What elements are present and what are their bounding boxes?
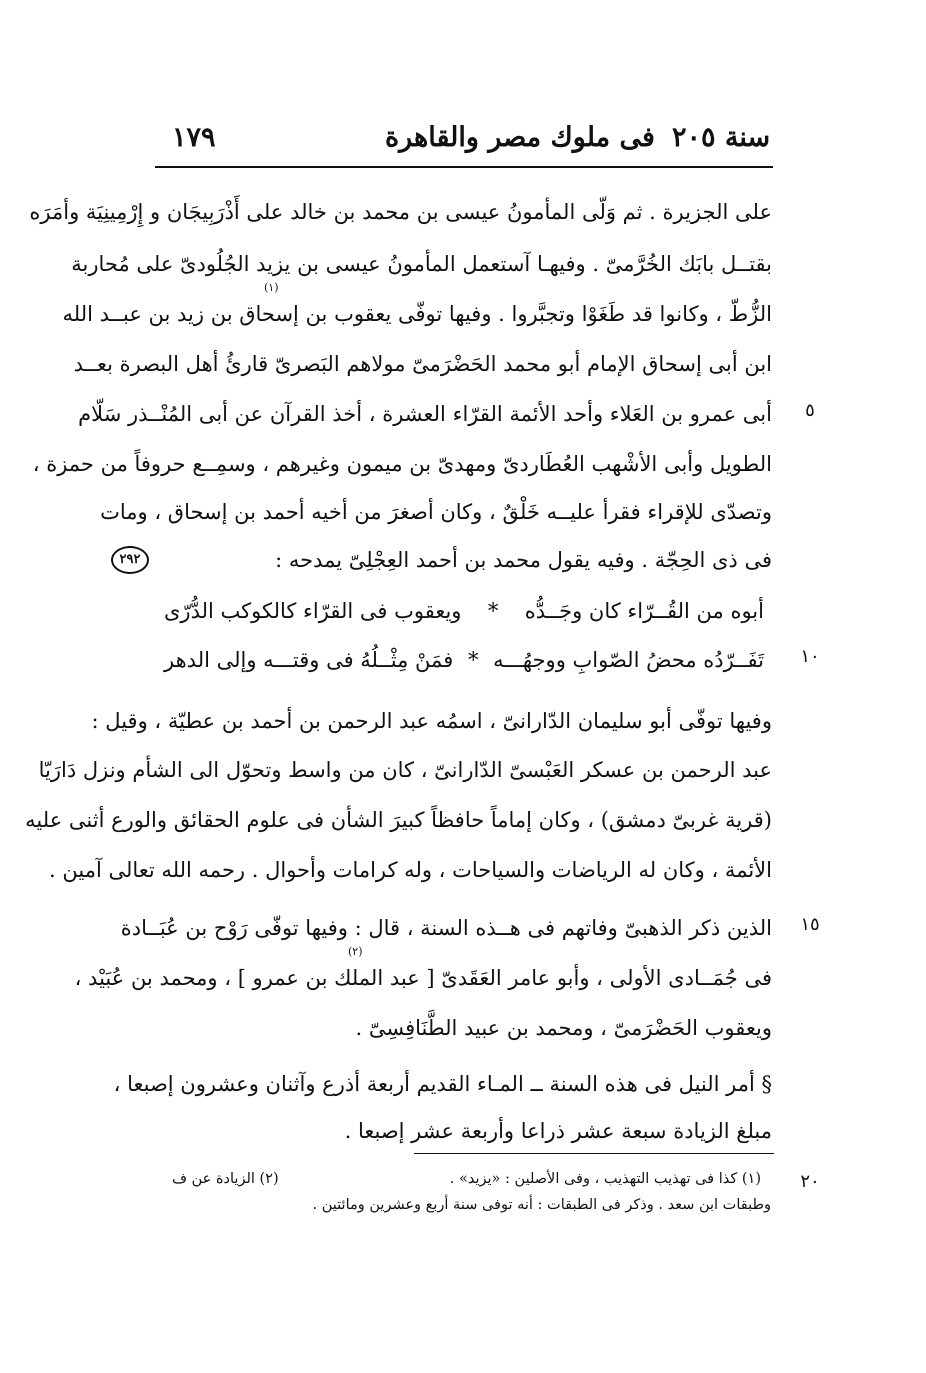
footnote-rule: [414, 1153, 774, 1154]
text-line: على الجزيرة . ثم وَلّى المأمونُ عيسى بن محمد بن خالد على أَذْرَبِيجَان و إِرْمِينِيَة وأمَرَه: [29, 200, 772, 224]
line-number: ٥: [805, 400, 815, 421]
margin-page-badge: ٢٩٢: [111, 546, 149, 574]
footnote-2-continuation: وطبقات ابن سعد . وذكر فى الطبقات : أنه توفى سنة أربع وعشرين ومائتين .: [312, 1197, 771, 1213]
verse-hemistich: ويعقوب فى القرّاء كالكوكب الدُّرّى: [164, 599, 462, 623]
verse-hemistich: تَفَــرّدُه محضُ الصّوابِ ووجهُـــه: [493, 648, 764, 672]
text-line: الزُّطّ ، وكانوا قد طَغَوْا وتجبَّروا . وفيها توفّى يعقوب بن إسحاق بن زيد بن عبــد الله: [62, 302, 772, 326]
text-line: فى ذى الحِجّة . وفيه يقول محمد بن أحمد العِجْلِىّ يمدحه :: [275, 548, 772, 572]
text-line: § أمر النيل فى هذه السنة ــ المـاء القديم أربعة أذرع وآثنان وعشرون إصبعا ،: [113, 1072, 772, 1096]
text-line: أبى عمرو بن العَلاء وأحد الأئمة القرّاء العشرة ، أخذ القرآن عن أبى المُنْــذر سَلّام: [78, 402, 772, 426]
note-marker: (١): [264, 281, 279, 294]
note-marker: (٢): [348, 945, 363, 958]
verse-line: [164, 645, 764, 675]
footnote-1: (١) كذا فى تهذيب التهذيب ، وفى الأصلين : «يزيد» .: [449, 1171, 761, 1187]
text-line: بقتــل بابَك الخُرَّمىّ . وفيهـا آستعمل المأمونُ عيسى بن يزيد الجُلُودىّ على مُحاربة: [71, 252, 772, 276]
verse-separator: *: [487, 599, 499, 623]
text-line: وفيها توفّى أبو سليمان الدّارانىّ ، اسمُه عبد الرحمن بن أحمد بن عطيّة ، وقيل :: [91, 709, 772, 733]
footnote-2: (٢) الزيادة عن ف: [172, 1171, 279, 1187]
page-number: ١٧٩: [172, 122, 216, 153]
text-line: الأئمة ، وكان له الرياضات والسياحات ، وله كرامات وأحوال . رحمه الله تعالى آمين .: [49, 858, 772, 882]
text-line: فى جُمَــادى الأولى ، وأبو عامر العَقَدىّ [ عبد الملك بن عمرو ] ، ومحمد بن عُبَيْد ،: [74, 966, 772, 990]
header-rule: [155, 166, 773, 168]
text-line: ويعقوب الحَضْرَمىّ ، ومحمد بن عبيد الطَّنَافِسِىّ .: [355, 1016, 772, 1040]
verse-separator: *: [467, 648, 479, 672]
line-number: ٢٠: [800, 1171, 820, 1192]
verse-hemistich: أبوه من القُــرّاء كان وجَــدُّه: [524, 599, 764, 623]
header-title: فى ملوك مصر والقاهرة: [385, 122, 655, 153]
verse-line: [164, 596, 764, 626]
verse-hemistich: فمَنْ مِثْــلُهُ فى وقتـــه وإلى الدهر: [164, 648, 454, 672]
text-line: مبلغ الزيادة سبعة عشر ذراعا وأربعة عشر إصبعا .: [344, 1119, 772, 1143]
header-year: سنة ٢٠٥: [672, 122, 771, 153]
text-line: (قرية غربىّ دمشق) ، وكان إماماً حافظاً كبيرَ الشأن فى علوم الحقائق والورع أثنى عليه: [25, 808, 772, 832]
text-line: ابن أبى إسحاق الإمام أبو محمد الحَضْرَمىّ مولاهم البَصرىّ قارئُ أهل البصرة بعــد: [73, 352, 772, 376]
text-line: وتصدّى للإقراء فقرأ عليــه خَلْقٌ ، وكان أصغرَ من أخيه أحمد بن إسحاق ، ومات: [100, 500, 772, 524]
text-line: الذين ذكر الذهبىّ وفاتهم فى هــذه السنة ، قال : وفيها توفّى رَوْح بن عُبَــادة: [120, 916, 772, 940]
text-line: عبد الرحمن بن عسكر العَبْسىّ الدّارانىّ ، كان من واسط وتحوّل الى الشأم ونزل دَارَيّا: [38, 758, 772, 782]
line-number: ١٥: [800, 914, 820, 935]
line-number: ١٠: [800, 646, 820, 667]
text-line: الطويل وأبى الأشْهب العُطَاردىّ ومهدىّ بن ميمون وغيرهم ، وسمِــع حروفاً من حمزة ،: [32, 452, 772, 476]
